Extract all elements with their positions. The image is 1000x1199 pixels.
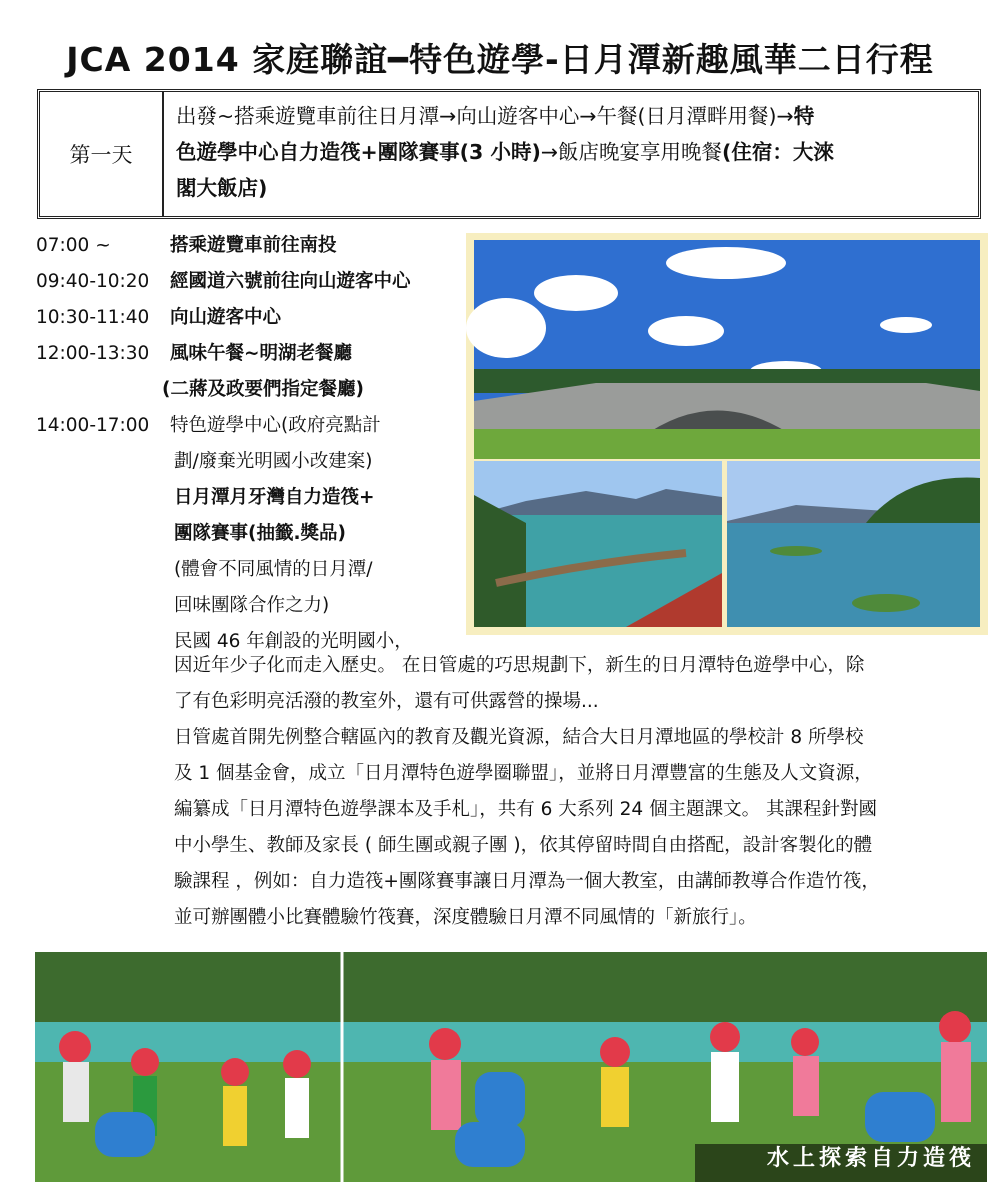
schedule-desc: 搭乘遊覽車前往南投: [170, 235, 337, 256]
afternoon-note: (體會不同風情的日月潭/: [174, 559, 373, 580]
paragraph-line: 因近年少子化而走入歷史。 在日管處的巧思規劃下，新生的日月潭特色遊學中心，除: [174, 655, 865, 676]
lake-island-photo: [727, 461, 980, 627]
history-line: 民國 46 年創設的光明國小，: [174, 631, 413, 652]
lake-pier-photo: [474, 461, 722, 627]
day1-line2: →飯店晚宴享用晚餐: [540, 140, 723, 164]
schedule-time: 14:00-17:00: [36, 415, 150, 436]
day1-line3: 閣大飯店): [176, 176, 268, 200]
visitor-center-photo: [466, 240, 980, 459]
schedule: [36, 228, 466, 660]
schedule-row: [36, 408, 466, 444]
paragraph-line: 驗課程 ，例如：自力造筏+團隊賽事讓日月潭為一個大教室，由講師教導合作造竹筏，: [174, 871, 880, 892]
day1-line1-bold: 特: [793, 104, 815, 128]
schedule-row: [36, 300, 466, 336]
schedule-row: [36, 228, 466, 264]
afternoon-desc: 劃/廢棄光明國小改建案): [174, 451, 373, 472]
day1-itinerary: [164, 92, 978, 216]
afternoon-note: 回味團隊合作之力): [174, 595, 330, 616]
day1-label: 第一天: [40, 92, 164, 216]
schedule-row: [36, 336, 466, 372]
paragraph-line: 了有色彩明亮活潑的教室外，還有可供露營的操場...: [174, 691, 599, 712]
day1-line2-stay: (住宿：大淶: [722, 140, 834, 164]
afternoon-activity: 日月潭月牙灣自力造筏+: [174, 487, 375, 508]
intro-paragraph: [174, 648, 974, 936]
paragraph-line: 及 1 個基金會，成立「日月潭特色遊學圈聯盟」，並將日月潭豐富的生態及人文資源，: [174, 763, 873, 784]
paragraph-line: 編纂成「日月潭特色遊學課本及手札」，共有 6 大系列 24 個主題課文。 其課程針對國: [174, 799, 877, 820]
photo-collage: [466, 233, 988, 635]
photo-caption: 水上探索自力造筏: [766, 1146, 975, 1171]
schedule-desc: 經國道六號前往向山遊客中心: [170, 271, 411, 292]
schedule-time: 07:00 ~: [36, 235, 111, 256]
raft-activity-photo: [35, 952, 987, 1182]
day1-line1: 出發~搭乘遊覽車前往日月潭→向山遊客中心→午餐(日月潭畔用餐)→: [176, 104, 794, 128]
day1-line2-bold: 色遊學中心自力造筏+團隊賽事(3 小時): [176, 140, 541, 164]
paragraph-line: 中小學生、教師及家長 ( 師生團或親子團 )，依其停留時間自由搭配，設計客製化的體: [174, 835, 873, 856]
schedule-desc: 特色遊學中心(政府亮點計: [170, 415, 381, 436]
page-title: JCA 2014 家庭聯誼━特色遊學-日月潭新趣風華二日行程: [66, 40, 934, 79]
schedule-desc: 風味午餐~明湖老餐廳: [170, 343, 353, 364]
afternoon-activity: 團隊賽事(抽籤.獎品): [174, 523, 346, 544]
schedule-row: [36, 264, 466, 300]
schedule-time: 12:00-13:30: [36, 343, 150, 364]
paragraph-line: 並可辦團體小比賽體驗竹筏賽，深度體驗日月潭不同風情的「新旅行」。: [174, 907, 757, 928]
schedule-time: 09:40-10:20: [36, 271, 150, 292]
lunch-note: (二蔣及政要們指定餐廳): [162, 379, 364, 400]
day1-box: [37, 89, 981, 219]
paragraph-line: 日管處首開先例整合轄區內的教育及觀光資源，結合大日月潭地區的學校計 8 所學校: [174, 727, 864, 748]
schedule-time: 10:30-11:40: [36, 307, 150, 328]
schedule-desc: 向山遊客中心: [170, 307, 282, 328]
